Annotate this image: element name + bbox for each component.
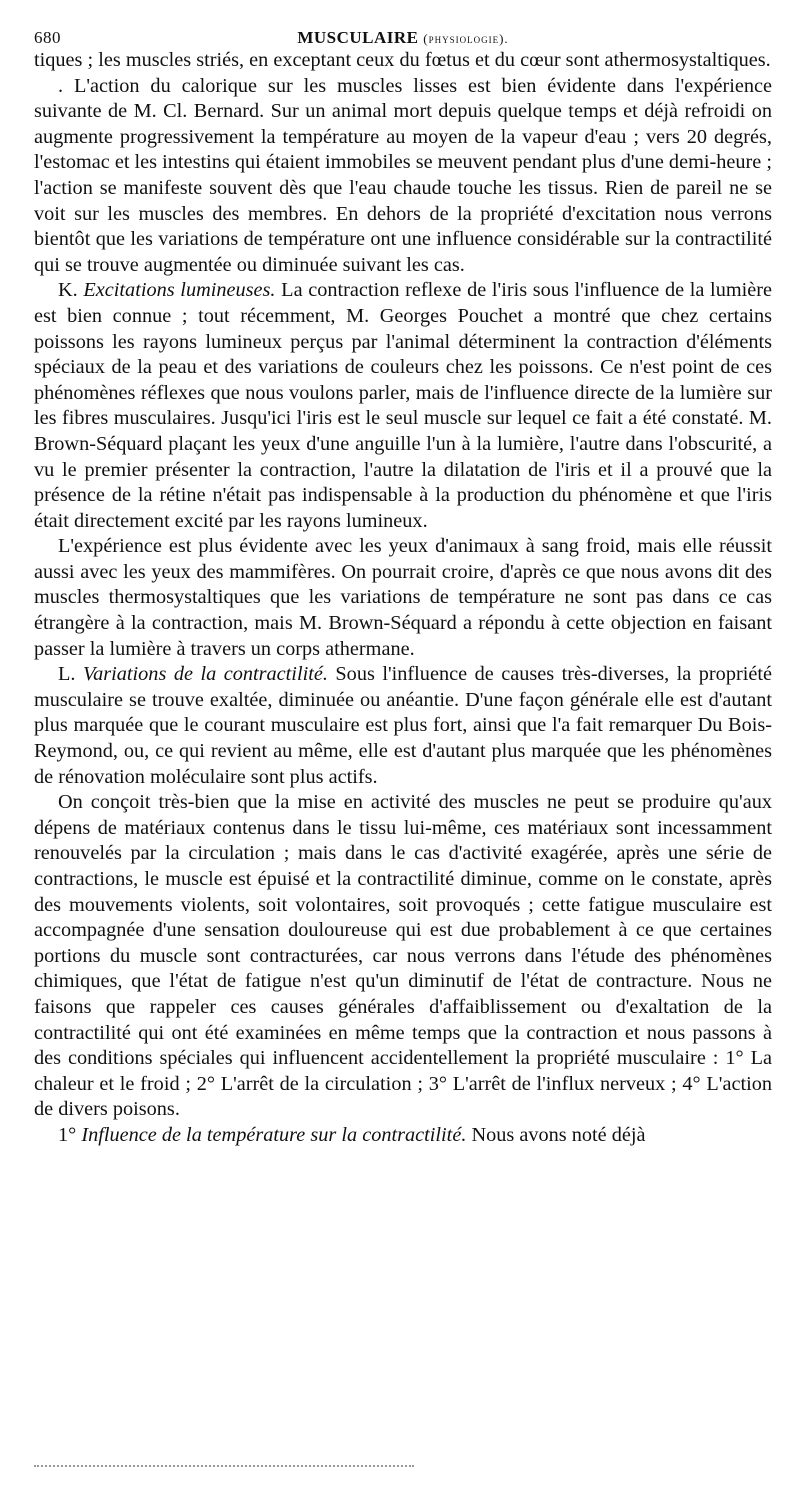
- paragraph-text: On conçoit très-bien que la mise en activité des muscles ne peut se produire qu'aux dépens de matériaux contenus dans le tissu lui-même, ces matériaux sont incessamment renouvelés par la circulation ; mais dans le cas d'activité exagérée, après une série de contractions, le muscle est épuisé et la contractilité diminue, comme on le constate, après des mouvements violents, soit volontaires, soit provoqués ; cette fatigue musculaire est accompagnée d'une sensation douloureuse qui est due probablement à ce que certaines portions du muscle sont contracturées, car nous verrons dans l'étude des phénomènes chimiques, que l'état de fatigue n'est qu'un diminutif de l'état de contracture. Nous ne faisons que rappeler ces causes générales d'affaiblissement ou d'exaltation de la contractilité qui ont été examinées en même temps que la contraction et nous passons à des conditions spéciales qui influencent accidentellement la propriété musculaire : 1° La chaleur et le froid ; 2° L'arrêt de la circulation ; 3° L'arrêt de l'influx nerveux ; 4° L'action de divers poisons.: [34, 791, 772, 1121]
- paragraph-text: Sous l'influence de causes très-diverses, la propriété musculaire se trouve exaltée, diminuée ou anéantie. D'une façon générale elle est d'autant plus marquée que le courant musculaire est plus fort, ainsi que l'a fait remarquer Du Bois-Reymond, ou, ce qui revient au même, elle est d'autant plus marquée que les phénomènes de rénovation moléculaire sont plus actifs.: [34, 663, 772, 788]
- footer-dotted-rule: [34, 1462, 414, 1467]
- paragraph-text: L'expérience est plus évidente avec les yeux d'animaux à sang froid, mais elle réussit aussi avec les yeux des mammifères. On pourrait croire, d'après ce que nous avons dit des muscles thermosystaltiques que les variations de température ne sont pas dans ce cas étrangère à la contraction, mais M. Brown-Séquard a répondu à cette objection en faisant passer la lumière à travers un corps athermane.: [34, 535, 772, 660]
- paragraph-text: Nous avons noté déjà: [466, 1123, 646, 1146]
- section-label: L.: [58, 663, 83, 686]
- paragraph: [34, 48, 772, 74]
- paragraph: [34, 1123, 772, 1149]
- paragraph: [34, 74, 772, 279]
- paragraph-text: tiques ; les muscles striés, en exceptant ceux du fœtus et du cœur sont athermosystaltiques.: [34, 49, 771, 71]
- paragraph: [34, 662, 772, 790]
- section-label: K.: [58, 279, 84, 302]
- paragraph: [34, 278, 772, 534]
- running-title-sub: (physiologie).: [423, 31, 509, 46]
- section-label: 1°: [58, 1123, 82, 1146]
- paragraph: [34, 790, 772, 1123]
- page-header: [34, 18, 772, 48]
- paragraph-text: . L'action du calorique sur les muscles lisses est bien évidente dans l'expérience suivante de M. Cl. Bernard. Sur un animal mort depuis quelque temps et déjà refroidi on augmente progressivement la température au moyen de la vapeur d'eau ; vers 20 degrés, l'estomac et les intestins qui étaient immobiles se meuvent pendant plus d'une demi-heure ; l'action se manifeste souvent dès que l'eau chaude touche les tissus. Rien de pareil ne se voit sur les muscles des membres. En dehors de la propriété d'excitation nous verrons bientôt que les variations de température ont une influence considérable sur la contractilité qui se trouve augmentée ou diminuée suivant les cas.: [34, 74, 772, 276]
- running-title: [34, 28, 772, 48]
- paragraph-text: La contraction reflexe de l'iris sous l'influence de la lumière est bien connue ; tout récemment, M. Georges Pouchet a montré que chez certains poissons les rayons lumineux perçus par l'animal déterminent la contraction d'éléments spéciaux de la peau et des variations de couleurs chez les poissons. Ce n'est point de ces phénomènes réflexes que nous voulons parler, mais de l'influence directe de la lumière sur les fibres musculaires. Jusqu'ici l'iris est le seul muscle sur lequel ce fait a été constaté. M. Brown-Séquard plaçant les yeux d'une anguille l'un à la lumière, l'autre dans l'obscurité, a vu le premier présenter la contraction, l'autre la dilatation de l'iris et il a prouvé que la présence de la rétine n'était pas indispensable à la production du phénomène et que l'iris était directement excité par les rayons lumineux.: [34, 279, 773, 532]
- body-text: [34, 48, 772, 1149]
- section-heading: Excitations lumineuses.: [83, 279, 276, 302]
- section-heading: Influence de la température sur la contractilité.: [81, 1123, 467, 1146]
- page-number: 680: [34, 28, 61, 47]
- section-heading: Variations de la contractilité.: [82, 663, 328, 686]
- running-title-main: MUSCULAIRE: [297, 28, 419, 47]
- paragraph: [34, 534, 772, 662]
